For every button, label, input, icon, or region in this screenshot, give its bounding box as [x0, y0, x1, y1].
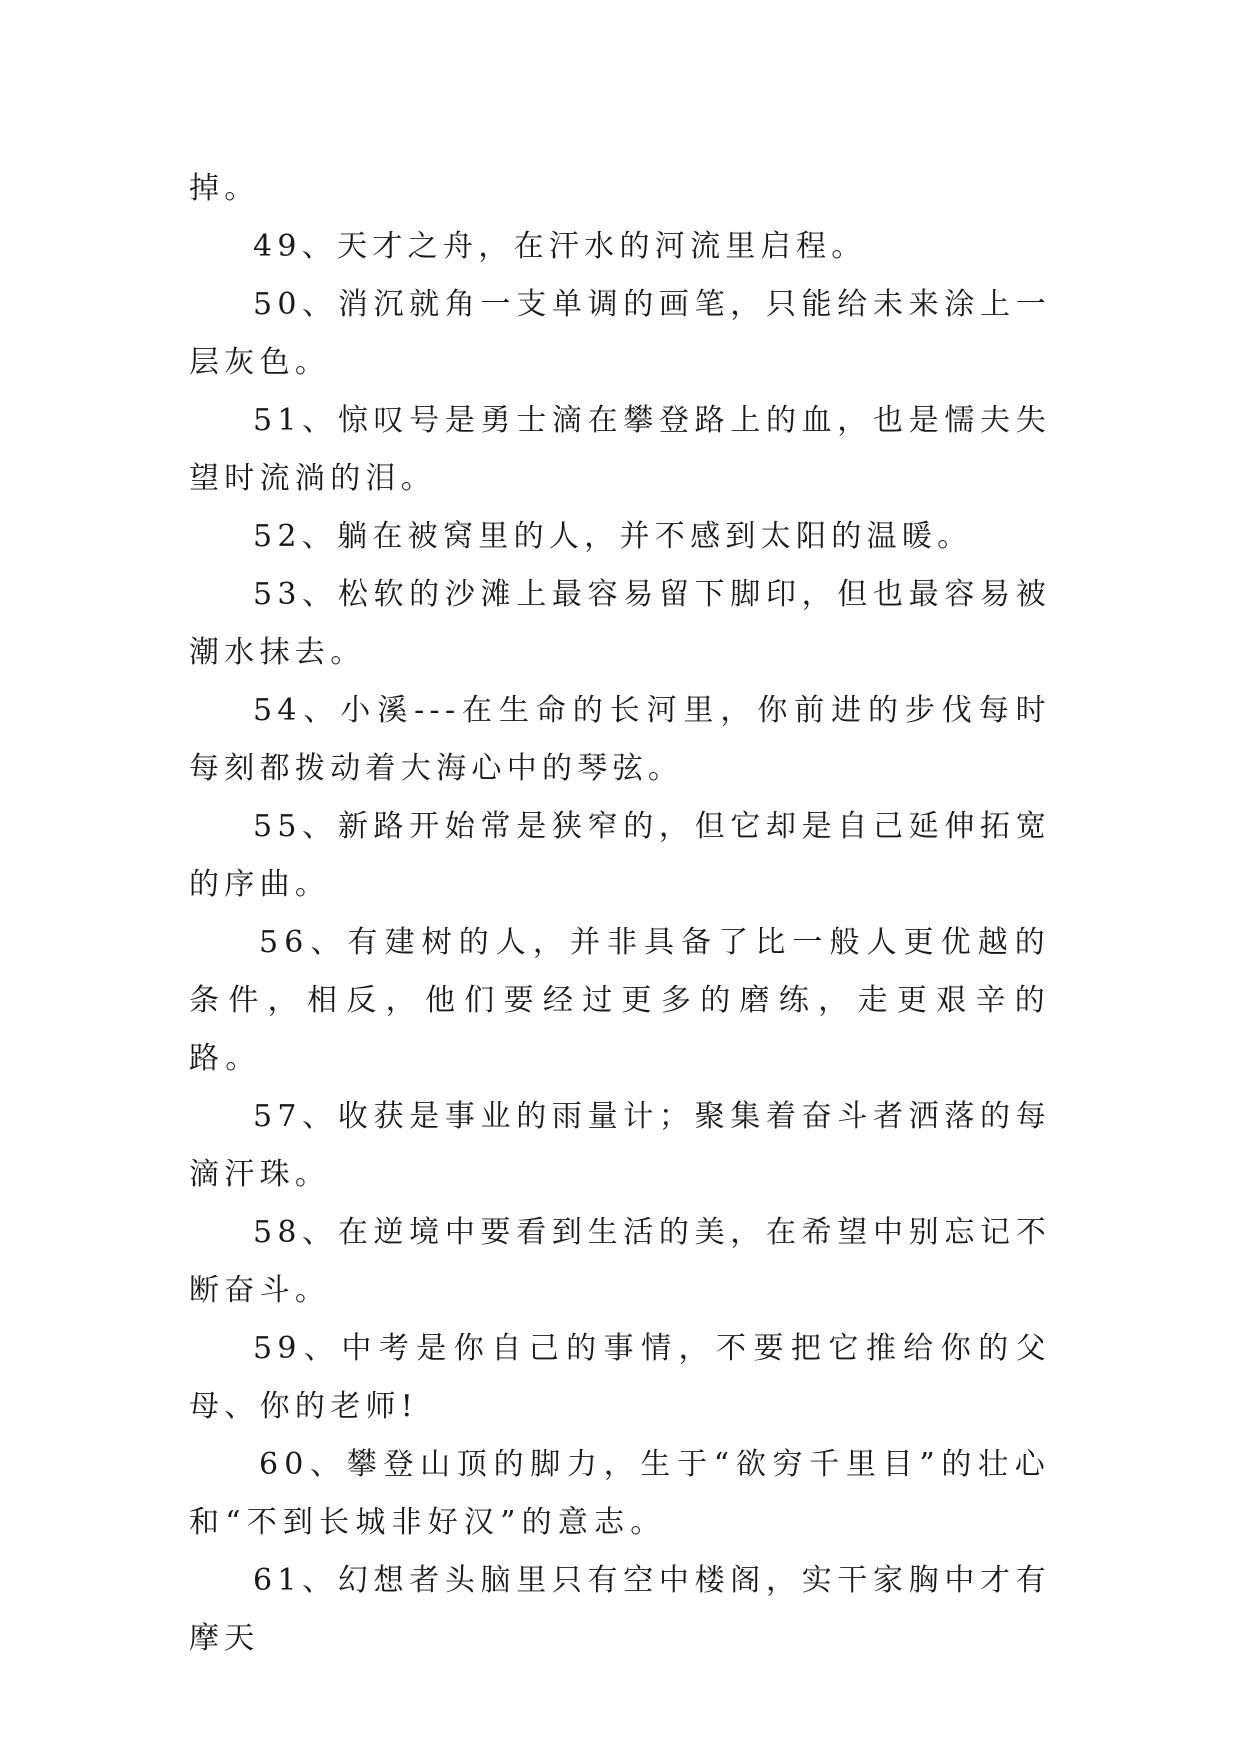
paragraph-52: 52、躺在被窝里的人，并不感到太阳的温暖。: [253, 519, 973, 554]
paragraph-49: 49、天才之舟，在汗水的河流里启程。: [253, 229, 867, 264]
paragraph-57: 57、收获是事业的雨量计；聚集着奋斗者洒落的每滴汗珠。: [189, 1099, 1051, 1192]
paragraph-55: 55、新路开始常是狭窄的，但它却是自己延伸拓宽的序曲。: [189, 809, 1051, 902]
paragraph-58: 58、在逆境中要看到生活的美，在希望中别忘记不断奋斗。: [189, 1215, 1051, 1308]
paragraph-51: 51、惊叹号是勇士滴在攀登路上的血，也是懦夫失望时流淌的泪。: [189, 403, 1051, 496]
paragraph-50: 50、消沉就角一支单调的画笔，只能给未来涂上一层灰色。: [189, 287, 1051, 380]
paragraph-56: 56、有建树的人，并非具备了比一般人更优越的条件，相反，他们要经过更多的磨练，走更艰辛的路。: [189, 925, 1051, 1076]
paragraph-61: 61、幻想者头脑里只有空中楼阁，实干家胸中才有摩天: [189, 1563, 1051, 1656]
paragraph-53: 53、松软的沙滩上最容易留下脚印，但也最容易被潮水抹去。: [189, 577, 1051, 670]
paragraph-continued: 掉。: [189, 171, 260, 206]
paragraph-54: 54、小溪---在生命的长河里，你前进的步伐每时每刻都拨动着大海心中的琴弦。: [189, 693, 1051, 786]
paragraph-60: 60、攀登山顶的脚力，生于“欲穷千里目”的壮心和“不到长城非好汉”的意志。: [189, 1447, 1051, 1540]
document-body: [189, 160, 1051, 1668]
paragraph-59: 59、中考是你自己的事情，不要把它推给你的父母、你的老师!: [189, 1331, 1051, 1424]
